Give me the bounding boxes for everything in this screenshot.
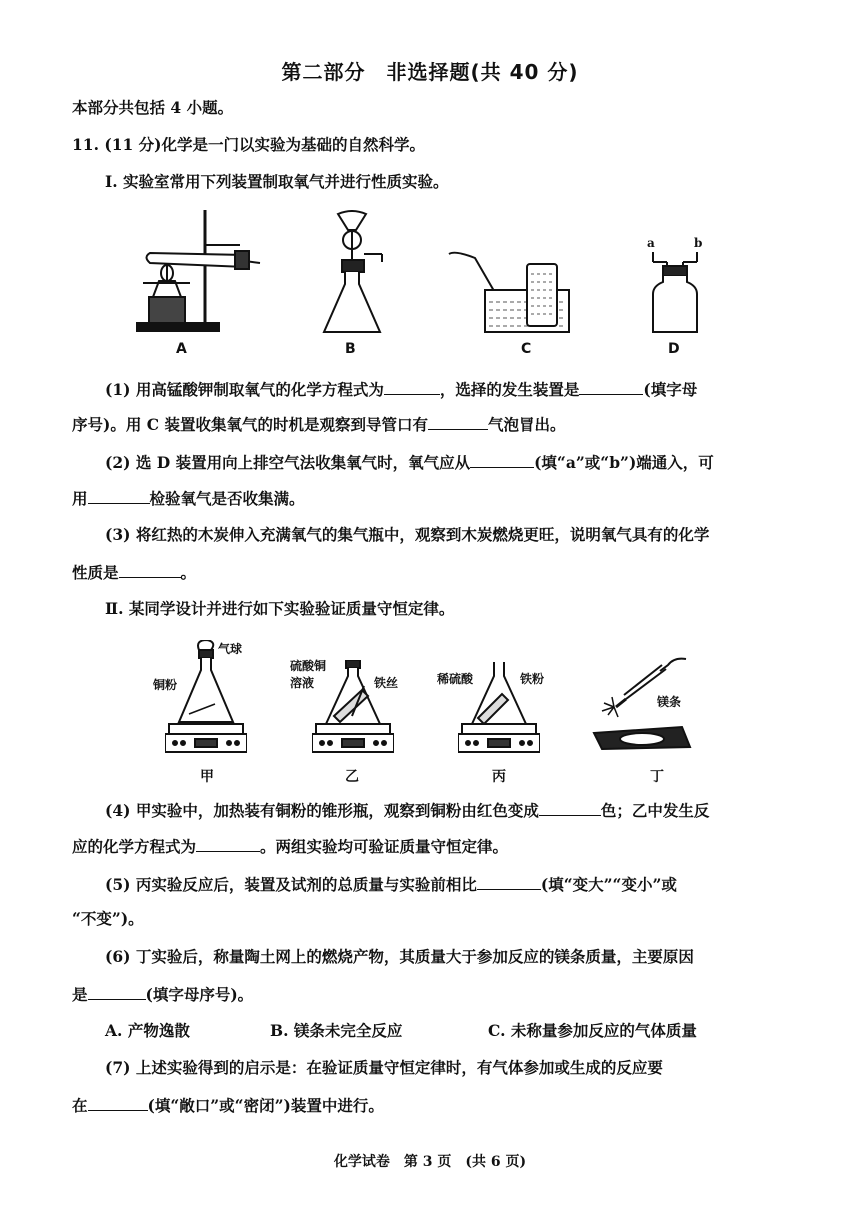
q4-text-d: 。两组实验均可验证质量守恒定律。 bbox=[260, 837, 509, 856]
experiment-jia-figure bbox=[165, 640, 247, 760]
question-5-line-2: “不变”)。 bbox=[72, 909, 144, 928]
question-4-line-2 bbox=[72, 835, 508, 858]
question-5-line-1 bbox=[105, 873, 677, 896]
experiment-label-yi: 乙 bbox=[345, 769, 359, 785]
q7-text-b: 在 bbox=[72, 1096, 88, 1115]
question-4-line-1 bbox=[105, 799, 709, 822]
answer-blank-bubbles[interactable] bbox=[428, 413, 488, 430]
part-1-title: Ⅰ. 实验室常用下列装置制取氧气并进行性质实验。 bbox=[105, 172, 449, 191]
question-3-line-1: (3) 将红热的木炭伸入充满氧气的集气瓶中，观察到木炭燃烧更旺，说明氧气具有的化学 bbox=[105, 525, 710, 544]
question-2-line-1 bbox=[105, 451, 714, 474]
apparatus-a-figure bbox=[135, 205, 265, 337]
question-3-line-2 bbox=[72, 561, 196, 584]
port-label-b: b bbox=[694, 236, 703, 250]
q2-text-a: (2) 选 D 装置用向上排空气法收集氧气时，氧气应从 bbox=[105, 453, 471, 472]
answer-blank-property[interactable] bbox=[119, 561, 181, 578]
q6-option-c: C. 未称量参加反应的气体质量 bbox=[488, 1021, 697, 1040]
apparatus-b-figure bbox=[318, 210, 388, 338]
q3-text-c: 。 bbox=[180, 563, 197, 582]
q1-text-d: 序号)。用 C 装置收集氧气的时机是观察到导管口有 bbox=[72, 415, 428, 434]
q1-text-e: 气泡冒出。 bbox=[487, 415, 566, 434]
q6-option-b: B. 镁条未完全反应 bbox=[270, 1021, 403, 1040]
answer-blank-generator[interactable] bbox=[579, 378, 643, 395]
question-1-line-1 bbox=[105, 378, 697, 401]
question-1-line-2 bbox=[72, 413, 565, 436]
apparatus-d-figure bbox=[645, 250, 705, 338]
section-title: 第二部分 非选择题(共 40 分) bbox=[281, 60, 579, 84]
answer-blank-equation[interactable] bbox=[384, 378, 440, 395]
apparatus-label-d: D bbox=[668, 341, 680, 357]
q3-text-b: 性质是 bbox=[72, 563, 119, 582]
answer-blank-port[interactable] bbox=[470, 451, 534, 468]
apparatus-label-a: A bbox=[176, 341, 187, 357]
q6-option-a: A. 产物逸散 bbox=[105, 1021, 190, 1040]
apparatus-label-c: C bbox=[521, 341, 532, 357]
question-2-line-2 bbox=[72, 487, 305, 510]
experiment-label-jia: 甲 bbox=[200, 769, 214, 785]
answer-blank-yi-equation[interactable] bbox=[196, 835, 260, 852]
q1-text-c: (填字母 bbox=[643, 380, 698, 399]
annotation-cuso4-line2: 溶液 bbox=[290, 676, 315, 690]
q5-text-a: (5) 丙实验反应后，装置及试剂的总质量与实验前相比 bbox=[105, 875, 477, 894]
apparatus-c-figure bbox=[445, 240, 575, 336]
q2-text-c: 用 bbox=[72, 489, 88, 508]
question-6-line-2 bbox=[72, 983, 253, 1006]
part-2-title: Ⅱ. 某同学设计并进行如下实验验证质量守恒定律。 bbox=[105, 599, 455, 618]
q6-text-b: 是 bbox=[72, 985, 88, 1004]
q1-text-a: (1) 用高锰酸钾制取氧气的化学方程式为 bbox=[105, 380, 384, 399]
answer-blank-open-closed[interactable] bbox=[88, 1094, 148, 1111]
annotation-iron-wire: 铁丝 bbox=[374, 676, 399, 690]
question-7-line-1: (7) 上述实验得到的启示是：在验证质量守恒定律时，有气体参加或生成的反应要 bbox=[105, 1058, 663, 1077]
q4-text-c: 应的化学方程式为 bbox=[72, 837, 197, 856]
annotation-copper-powder: 铜粉 bbox=[153, 678, 178, 692]
annotation-dilute-acid: 稀硫酸 bbox=[437, 672, 474, 686]
q2-text-b: (填“a”或“b”)端通入，可 bbox=[534, 453, 714, 472]
annotation-mg-ribbon: 镁条 bbox=[657, 695, 682, 709]
q5-text-b: (填“变大”“变小”或 bbox=[540, 875, 677, 894]
experiment-label-bing: 丙 bbox=[492, 769, 506, 785]
annotation-iron-powder: 铁粉 bbox=[520, 672, 545, 686]
experiment-label-ding: 丁 bbox=[650, 769, 664, 785]
answer-blank-reason[interactable] bbox=[88, 983, 146, 1000]
port-label-a: a bbox=[647, 236, 655, 250]
apparatus-label-b: B bbox=[345, 341, 356, 357]
q4-text-b: 色；乙中发生反 bbox=[600, 801, 710, 820]
annotation-cuso4-line1: 硫酸铜 bbox=[290, 659, 327, 673]
q1-text-b: ，选择的发生装置是 bbox=[439, 380, 580, 399]
q6-text-c: (填字母序号)。 bbox=[145, 985, 254, 1004]
intro-text: 本部分共包括 4 小题。 bbox=[72, 98, 234, 117]
answer-blank-test[interactable] bbox=[88, 487, 150, 504]
question-11-heading: 11. (11 分)化学是一门以实验为基础的自然科学。 bbox=[72, 135, 425, 154]
q2-text-d: 检验氧气是否收集满。 bbox=[149, 489, 305, 508]
answer-blank-mass-change[interactable] bbox=[477, 873, 541, 890]
q4-text-a: (4) 甲实验中，加热装有铜粉的锥形瓶，观察到铜粉由红色变成 bbox=[105, 801, 539, 820]
q7-text-c: (填“敞口”或“密闭”)装置中进行。 bbox=[147, 1096, 384, 1115]
page-footer: 化学试卷 第 3 页 (共 6 页) bbox=[333, 1154, 527, 1170]
answer-blank-color[interactable] bbox=[539, 799, 601, 816]
question-6-line-1: (6) 丁实验后，称量陶土网上的燃烧产物，其质量大于参加反应的镁条质量，主要原因 bbox=[105, 947, 694, 966]
annotation-balloon: 气球 bbox=[218, 642, 243, 656]
question-7-line-2 bbox=[72, 1094, 384, 1117]
